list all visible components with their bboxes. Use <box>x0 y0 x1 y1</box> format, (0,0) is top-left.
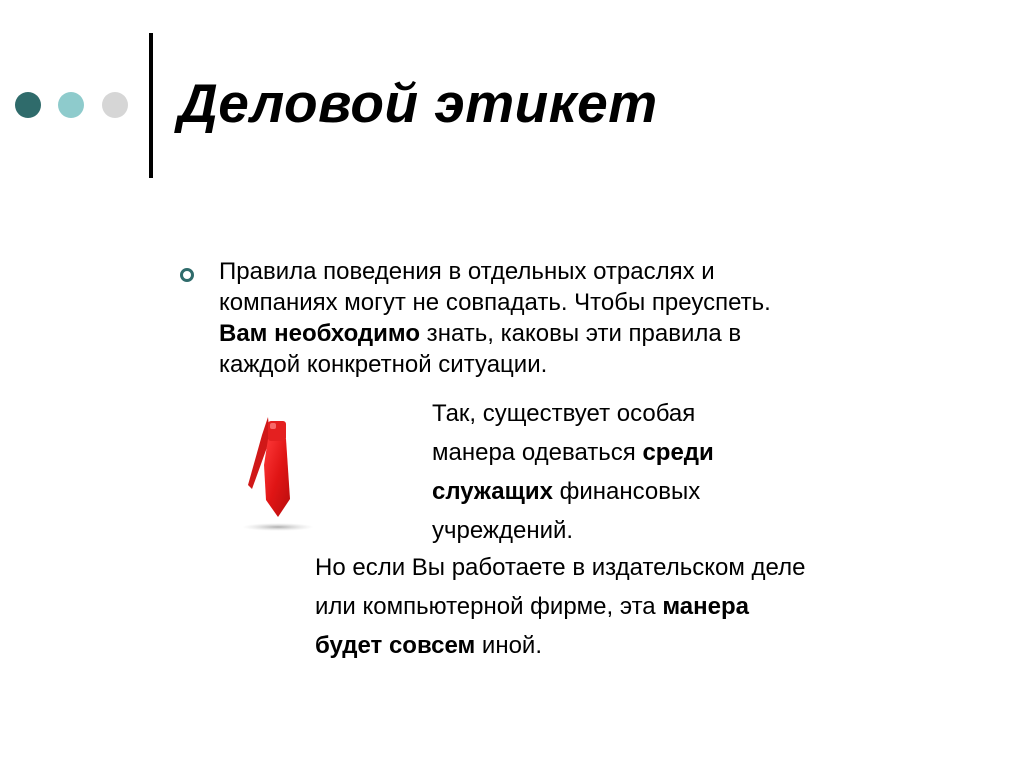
text-run-bold: Вам необходимо <box>219 320 421 347</box>
text-run-bold: среди <box>642 439 714 466</box>
publishing-paragraph <box>315 548 805 665</box>
bullet-circle-icon <box>180 268 194 282</box>
text-run-bold: будет совсем <box>315 632 476 659</box>
slide-title: Деловой этикет <box>178 72 658 134</box>
decor-dot-light-teal <box>58 92 84 118</box>
text-run: каждой конкретной ситуации. <box>219 351 548 378</box>
text-run: Но если Вы работаете в издательском деле <box>315 554 806 581</box>
text-line <box>219 256 771 287</box>
text-run: учреждений. <box>432 517 574 544</box>
text-line <box>432 433 714 472</box>
decor-dot-light-gray <box>102 92 128 118</box>
text-line <box>219 287 771 318</box>
text-run: Правила поведения в отдельных отраслях и <box>219 258 715 285</box>
text-run-bold: служащих <box>432 478 553 505</box>
text-line <box>315 587 805 626</box>
decor-dot-dark-teal <box>15 92 41 118</box>
text-line <box>432 472 714 511</box>
bullet-paragraph <box>219 256 771 380</box>
title-divider <box>149 33 153 178</box>
red-tie-icon <box>238 405 318 540</box>
text-line <box>432 511 714 550</box>
text-line <box>219 349 771 380</box>
text-run: манера одеваться <box>432 439 643 466</box>
text-line <box>315 548 805 587</box>
text-line <box>315 626 805 665</box>
text-run: иной. <box>475 632 542 659</box>
finance-dress-paragraph <box>432 394 714 550</box>
text-run: Так, существует особая <box>432 400 696 427</box>
text-run: знать, каковы эти правила в <box>420 320 742 347</box>
text-run: компаниях могут не совпадать. Чтобы преуспеть. <box>219 289 771 316</box>
text-line <box>219 318 771 349</box>
text-run: финансовых <box>552 478 701 505</box>
text-line <box>432 394 714 433</box>
text-run-bold: манера <box>662 593 749 620</box>
text-run: или компьютерной фирме, эта <box>315 593 663 620</box>
